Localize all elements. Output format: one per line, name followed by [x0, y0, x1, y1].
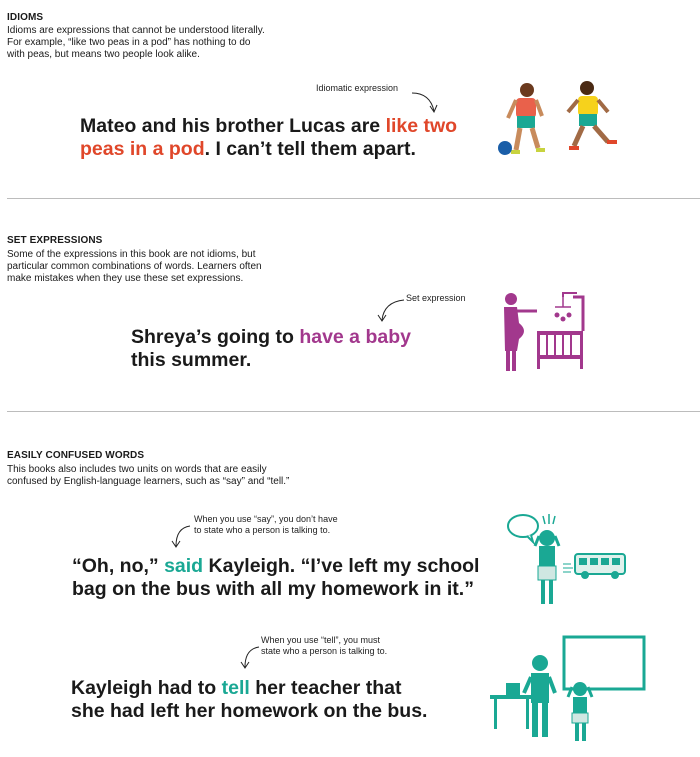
two-boys-playing-football-icon — [494, 78, 634, 168]
say-sentence: “Oh, no,” said Kayleigh. “I’ve left my school bag on the bus with all my homework in it.” — [72, 555, 480, 600]
teacher-and-girl-at-board-icon — [488, 635, 648, 745]
set-expression-annotation: Set expression — [406, 293, 466, 303]
section-divider — [7, 198, 700, 199]
set-expressions-heading: SET EXPRESSIONS — [7, 235, 103, 246]
idiom-annotation: Idiomatic expression — [316, 83, 399, 93]
set-expression-sentence: Shreya’s going to have a baby this summer. — [131, 326, 411, 371]
annotation-arrow-icon — [374, 296, 414, 326]
say-annotation: When you use “say”, you don’t have to state who a person is talking to. — [194, 514, 338, 535]
idioms-description: Idioms are expressions that cannot be understood literally. For example, “like two peas in a pod” has nothing to do with peas, but means two people look alike. — [7, 25, 265, 60]
annotation-arrow-icon — [170, 522, 200, 552]
pregnant-woman-with-crib-icon — [497, 293, 587, 373]
annotation-arrow-icon — [408, 87, 448, 117]
girl-and-school-bus-icon — [505, 512, 635, 607]
confused-words-heading: EASILY CONFUSED WORDS — [7, 450, 145, 461]
set-expressions-description: Some of the expressions in this book are not idioms, but particular common combinations of words. Learners often make mistakes when they use these set expressions. — [7, 249, 262, 284]
confused-words-description: This books also includes two units on words that are easily confused by English-language learners, such as “say” and “tell.” — [7, 464, 290, 487]
annotation-arrow-icon — [237, 643, 267, 673]
idiom-sentence: Mateo and his brother Lucas are like two peas in a pod. I can’t tell them apart. — [80, 115, 458, 160]
tell-annotation: When you use “tell”, you must state who a person is talking to. — [261, 635, 388, 656]
section-divider — [7, 411, 700, 412]
idioms-heading: IDIOMS — [7, 12, 44, 23]
tell-sentence: Kayleigh had to tell her teacher that she had left her homework on the bus. — [71, 677, 428, 722]
